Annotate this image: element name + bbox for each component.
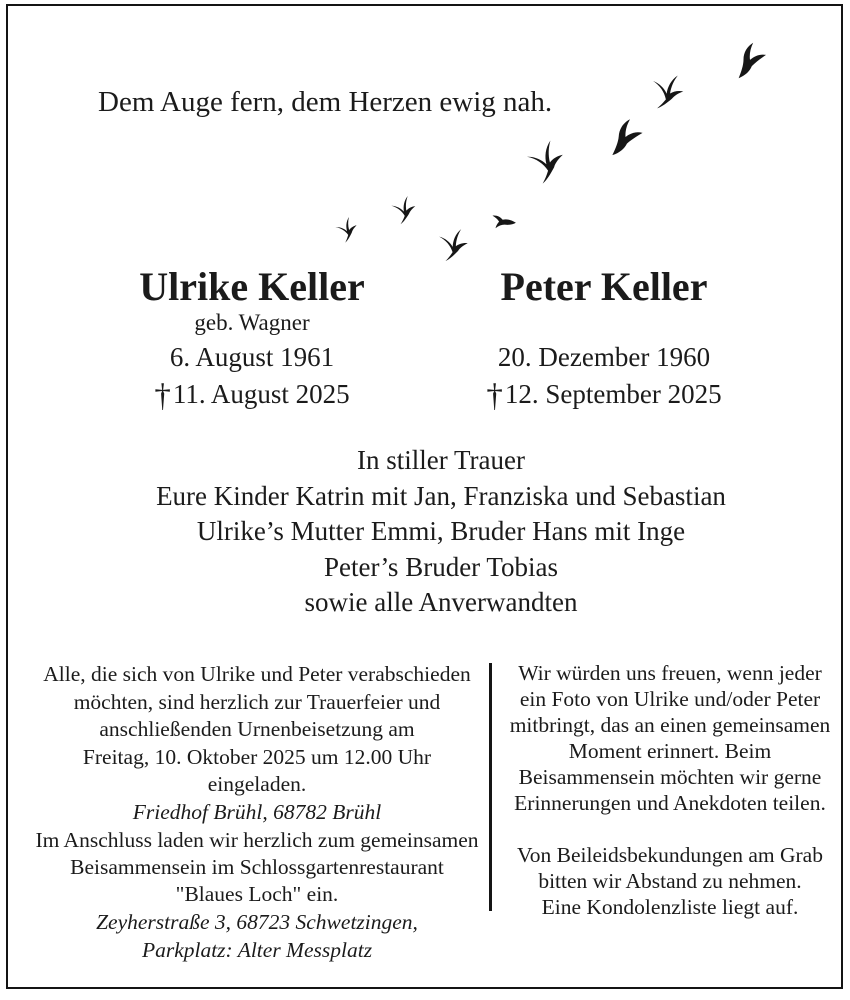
- person-maiden-name: [419, 310, 789, 335]
- text-line: Von Beileidsbekundungen am Grab: [517, 843, 823, 867]
- restaurant-address: Zeyherstraße 3, 68723 Schwetzingen,: [96, 909, 418, 934]
- bird-icon: [481, 209, 528, 239]
- text-line: sowie alle Anverwandten: [304, 587, 578, 617]
- text-line: Wir würden uns freuen, wenn jeder: [518, 661, 822, 685]
- mourning-lines: [41, 479, 841, 621]
- reception-invitation-paragraph: [34, 827, 480, 908]
- dagger-cross-icon: †: [154, 378, 171, 414]
- text-line: bitten wir Abstand zu nehmen.: [538, 869, 802, 893]
- bird-icon: [329, 211, 367, 251]
- photo-request-column: [500, 660, 840, 920]
- text-line: Alle, die sich von Ulrike und Peter verabschieden: [43, 662, 471, 686]
- person-block-ulrike: [67, 264, 437, 414]
- death-date-text: 12. September 2025: [504, 379, 722, 409]
- text-line: mitbringt, das an einen gemeinsamen: [509, 713, 831, 737]
- bird-icon: [517, 132, 580, 197]
- text-line: Eine Kondolenzliste liegt auf.: [541, 895, 799, 919]
- text-line: "Blaues Loch" ein.: [175, 881, 339, 906]
- cemetery-location: Friedhof Brühl, 68782 Brühl: [132, 799, 382, 824]
- bird-icon: [721, 37, 774, 93]
- text-line: möchten, sind herzlich zur Trauerfeier und: [73, 689, 441, 714]
- text-line: Im Anschluss laden wir herzlich zum gemeinsamen: [35, 827, 479, 852]
- text-line: Erinnerungen und Anekdoten teilen.: [514, 791, 826, 815]
- text-line: eingeladen.: [207, 772, 307, 796]
- mourning-block: [41, 443, 841, 621]
- person-maiden-name: geb. Wagner: [194, 310, 310, 335]
- dagger-cross-icon: †: [486, 378, 503, 414]
- funeral-invitation-paragraph: [34, 661, 480, 799]
- birth-date: 6. August 1961: [169, 342, 335, 372]
- epitaph-quote: Dem Auge fern, dem Herzen ewig nah.: [98, 86, 553, 118]
- text-line: Ulrike’s Mutter Emmi, Bruder Hans mit Inge: [196, 516, 686, 546]
- death-date: [419, 378, 789, 414]
- text-line: Moment erinnert. Beim: [568, 739, 772, 763]
- birth-date: 20. Dezember 1960: [497, 342, 711, 372]
- text-line: Eure Kinder Katrin mit Jan, Franziska und Sebastian: [156, 480, 726, 511]
- text-line: Freitag, 10. Oktober 2025 um 12.00 Uhr: [82, 744, 432, 769]
- funeral-info-column: [34, 661, 480, 964]
- death-date: [67, 378, 437, 414]
- text-line: Beisammensein im Schlossgartenrestaurant: [70, 854, 444, 879]
- person-name: Peter Keller: [500, 264, 708, 309]
- text-line: Peter’s Bruder Tobias: [323, 551, 559, 582]
- parking-info: Parkplatz: Alter Messplatz: [141, 937, 373, 962]
- death-date-text: 11. August 2025: [172, 379, 350, 409]
- bird-icon: [596, 114, 648, 169]
- notice-border-frame: [6, 4, 843, 989]
- photo-request-paragraph: [500, 660, 840, 816]
- text-line: anschließenden Urnenbeisetzung am: [99, 717, 415, 741]
- text-line: Beisammensein möchten wir gerne: [518, 765, 822, 789]
- person-name: Ulrike Keller: [139, 264, 365, 309]
- person-block-peter: [419, 264, 789, 414]
- text-line: ein Foto von Ulrike und/oder Peter: [519, 687, 821, 711]
- bird-icon: [385, 187, 426, 236]
- column-divider: [489, 663, 492, 911]
- condolence-note-paragraph: [500, 842, 840, 920]
- mourning-title: In stiller Trauer: [357, 445, 525, 475]
- bird-icon: [638, 65, 699, 123]
